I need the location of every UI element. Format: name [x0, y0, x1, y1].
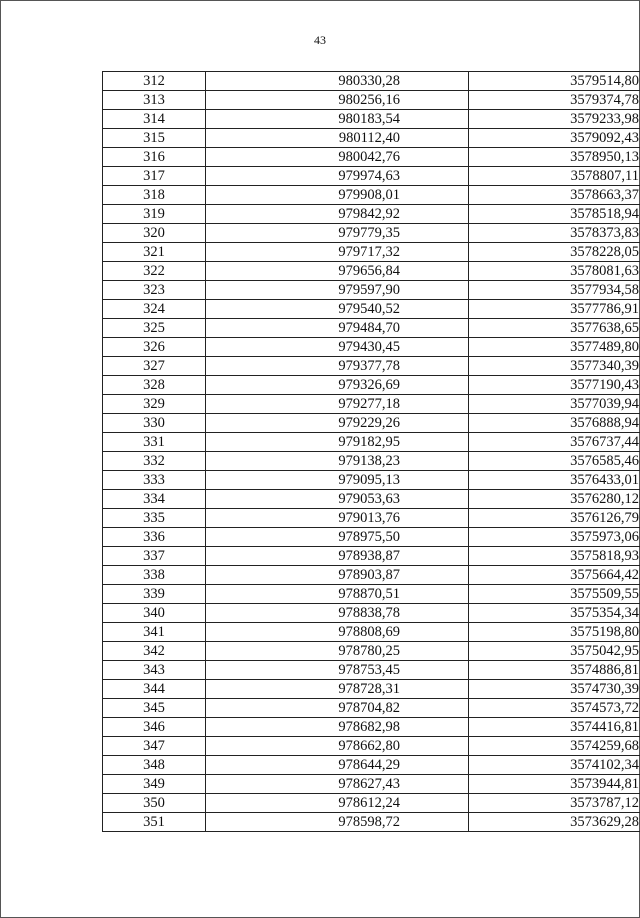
y-coordinate-cell: 3576737,44: [469, 433, 640, 452]
point-number-cell: 313: [103, 91, 206, 110]
table-row: [103, 300, 640, 319]
point-number-cell: 349: [103, 775, 206, 794]
y-coordinate-cell: 3575198,80: [469, 623, 640, 642]
point-number-cell: 345: [103, 699, 206, 718]
y-coordinate-cell: 3576585,46: [469, 452, 640, 471]
table-row: [103, 186, 640, 205]
x-coordinate-cell: 980112,40: [206, 129, 469, 148]
x-coordinate-cell: 979013,76: [206, 509, 469, 528]
y-coordinate-cell: 3576126,79: [469, 509, 640, 528]
point-number-cell: 312: [103, 72, 206, 91]
point-number-cell: 331: [103, 433, 206, 452]
x-coordinate-cell: 978753,45: [206, 661, 469, 680]
table-row: [103, 471, 640, 490]
x-coordinate-cell: 978682,98: [206, 718, 469, 737]
table-row: [103, 680, 640, 699]
point-number-cell: 315: [103, 129, 206, 148]
point-number-cell: 322: [103, 262, 206, 281]
table-row: [103, 357, 640, 376]
table-row: [103, 699, 640, 718]
table-row: [103, 148, 640, 167]
y-coordinate-cell: 3575354,34: [469, 604, 640, 623]
y-coordinate-cell: 3574573,72: [469, 699, 640, 718]
table-row: [103, 395, 640, 414]
point-number-cell: 332: [103, 452, 206, 471]
point-number-cell: 320: [103, 224, 206, 243]
y-coordinate-cell: 3574730,39: [469, 680, 640, 699]
table-row: [103, 224, 640, 243]
x-coordinate-cell: 978938,87: [206, 547, 469, 566]
table-row: [103, 547, 640, 566]
x-coordinate-cell: 979779,35: [206, 224, 469, 243]
table-row: [103, 737, 640, 756]
x-coordinate-cell: 978838,78: [206, 604, 469, 623]
table-row: [103, 775, 640, 794]
table-row: [103, 490, 640, 509]
y-coordinate-cell: 3577638,65: [469, 319, 640, 338]
table-row: [103, 509, 640, 528]
x-coordinate-cell: 978780,25: [206, 642, 469, 661]
point-number-cell: 334: [103, 490, 206, 509]
x-coordinate-cell: 979484,70: [206, 319, 469, 338]
y-coordinate-cell: 3576433,01: [469, 471, 640, 490]
y-coordinate-cell: 3574259,68: [469, 737, 640, 756]
table-row: [103, 129, 640, 148]
y-coordinate-cell: 3578228,05: [469, 243, 640, 262]
table-row: [103, 376, 640, 395]
x-coordinate-cell: 979842,92: [206, 205, 469, 224]
y-coordinate-cell: 3573787,12: [469, 794, 640, 813]
table-row: [103, 623, 640, 642]
page-number: 43: [314, 33, 326, 47]
table-row: [103, 604, 640, 623]
point-number-cell: 350: [103, 794, 206, 813]
point-number-cell: 346: [103, 718, 206, 737]
table-row: [103, 72, 640, 91]
x-coordinate-cell: 979430,45: [206, 338, 469, 357]
point-number-cell: 342: [103, 642, 206, 661]
x-coordinate-cell: 978612,24: [206, 794, 469, 813]
x-coordinate-cell: 979229,26: [206, 414, 469, 433]
y-coordinate-cell: 3575042,95: [469, 642, 640, 661]
x-coordinate-cell: 978975,50: [206, 528, 469, 547]
x-coordinate-cell: 978644,29: [206, 756, 469, 775]
x-coordinate-cell: 978808,69: [206, 623, 469, 642]
table-row: [103, 718, 640, 737]
point-number-cell: 325: [103, 319, 206, 338]
x-coordinate-cell: 979597,90: [206, 281, 469, 300]
x-coordinate-cell: 978627,43: [206, 775, 469, 794]
y-coordinate-cell: 3578373,83: [469, 224, 640, 243]
x-coordinate-cell: 979908,01: [206, 186, 469, 205]
point-number-cell: 316: [103, 148, 206, 167]
x-coordinate-cell: 978598,72: [206, 813, 469, 832]
y-coordinate-cell: 3578518,94: [469, 205, 640, 224]
table-row: [103, 338, 640, 357]
y-coordinate-cell: 3577934,58: [469, 281, 640, 300]
table-row: [103, 661, 640, 680]
y-coordinate-cell: 3573944,81: [469, 775, 640, 794]
y-coordinate-cell: 3574416,81: [469, 718, 640, 737]
point-number-cell: 326: [103, 338, 206, 357]
y-coordinate-cell: 3575973,06: [469, 528, 640, 547]
point-number-cell: 343: [103, 661, 206, 680]
x-coordinate-cell: 979656,84: [206, 262, 469, 281]
y-coordinate-cell: 3579233,98: [469, 110, 640, 129]
x-coordinate-cell: 978870,51: [206, 585, 469, 604]
point-number-cell: 321: [103, 243, 206, 262]
y-coordinate-cell: 3577786,91: [469, 300, 640, 319]
coordinates-table-body: [103, 72, 640, 832]
x-coordinate-cell: 980183,54: [206, 110, 469, 129]
x-coordinate-cell: 979717,32: [206, 243, 469, 262]
point-number-cell: 329: [103, 395, 206, 414]
y-coordinate-cell: 3577039,94: [469, 395, 640, 414]
table-row: [103, 110, 640, 129]
x-coordinate-cell: 978662,80: [206, 737, 469, 756]
y-coordinate-cell: 3576280,12: [469, 490, 640, 509]
point-number-cell: 330: [103, 414, 206, 433]
table-row: [103, 585, 640, 604]
point-number-cell: 336: [103, 528, 206, 547]
x-coordinate-cell: 979053,63: [206, 490, 469, 509]
table-row: [103, 452, 640, 471]
table-row: [103, 756, 640, 775]
coordinates-table: [102, 71, 640, 832]
x-coordinate-cell: 978728,31: [206, 680, 469, 699]
table-row: [103, 281, 640, 300]
x-coordinate-cell: 979974,63: [206, 167, 469, 186]
y-coordinate-cell: 3579514,80: [469, 72, 640, 91]
x-coordinate-cell: 980042,76: [206, 148, 469, 167]
x-coordinate-cell: 979138,23: [206, 452, 469, 471]
table-row: [103, 433, 640, 452]
y-coordinate-cell: 3577340,39: [469, 357, 640, 376]
point-number-cell: 333: [103, 471, 206, 490]
y-coordinate-cell: 3576888,94: [469, 414, 640, 433]
x-coordinate-cell: 978903,87: [206, 566, 469, 585]
table-row: [103, 813, 640, 832]
table-row: [103, 167, 640, 186]
table-row: [103, 566, 640, 585]
point-number-cell: 344: [103, 680, 206, 699]
point-number-cell: 338: [103, 566, 206, 585]
point-number-cell: 341: [103, 623, 206, 642]
y-coordinate-cell: 3578081,63: [469, 262, 640, 281]
x-coordinate-cell: 979277,18: [206, 395, 469, 414]
point-number-cell: 340: [103, 604, 206, 623]
point-number-cell: 348: [103, 756, 206, 775]
y-coordinate-cell: 3579374,78: [469, 91, 640, 110]
y-coordinate-cell: 3574102,34: [469, 756, 640, 775]
table-row: [103, 794, 640, 813]
point-number-cell: 339: [103, 585, 206, 604]
point-number-cell: 314: [103, 110, 206, 129]
table-row: [103, 205, 640, 224]
y-coordinate-cell: 3579092,43: [469, 129, 640, 148]
x-coordinate-cell: 978704,82: [206, 699, 469, 718]
point-number-cell: 351: [103, 813, 206, 832]
y-coordinate-cell: 3577190,43: [469, 376, 640, 395]
y-coordinate-cell: 3578663,37: [469, 186, 640, 205]
point-number-cell: 319: [103, 205, 206, 224]
y-coordinate-cell: 3575664,42: [469, 566, 640, 585]
point-number-cell: 328: [103, 376, 206, 395]
x-coordinate-cell: 980256,16: [206, 91, 469, 110]
y-coordinate-cell: 3574886,81: [469, 661, 640, 680]
point-number-cell: 323: [103, 281, 206, 300]
table-row: [103, 319, 640, 338]
point-number-cell: 335: [103, 509, 206, 528]
y-coordinate-cell: 3573629,28: [469, 813, 640, 832]
point-number-cell: 324: [103, 300, 206, 319]
table-row: [103, 243, 640, 262]
y-coordinate-cell: 3578950,13: [469, 148, 640, 167]
x-coordinate-cell: 979326,69: [206, 376, 469, 395]
y-coordinate-cell: 3575818,93: [469, 547, 640, 566]
point-number-cell: 347: [103, 737, 206, 756]
point-number-cell: 327: [103, 357, 206, 376]
table-row: [103, 642, 640, 661]
x-coordinate-cell: 979182,95: [206, 433, 469, 452]
point-number-cell: 337: [103, 547, 206, 566]
y-coordinate-cell: 3578807,11: [469, 167, 640, 186]
table-row: [103, 91, 640, 110]
point-number-cell: 318: [103, 186, 206, 205]
y-coordinate-cell: 3577489,80: [469, 338, 640, 357]
x-coordinate-cell: 979540,52: [206, 300, 469, 319]
x-coordinate-cell: 980330,28: [206, 72, 469, 91]
point-number-cell: 317: [103, 167, 206, 186]
y-coordinate-cell: 3575509,55: [469, 585, 640, 604]
table-row: [103, 262, 640, 281]
x-coordinate-cell: 979377,78: [206, 357, 469, 376]
x-coordinate-cell: 979095,13: [206, 471, 469, 490]
table-row: [103, 528, 640, 547]
table-row: [103, 414, 640, 433]
